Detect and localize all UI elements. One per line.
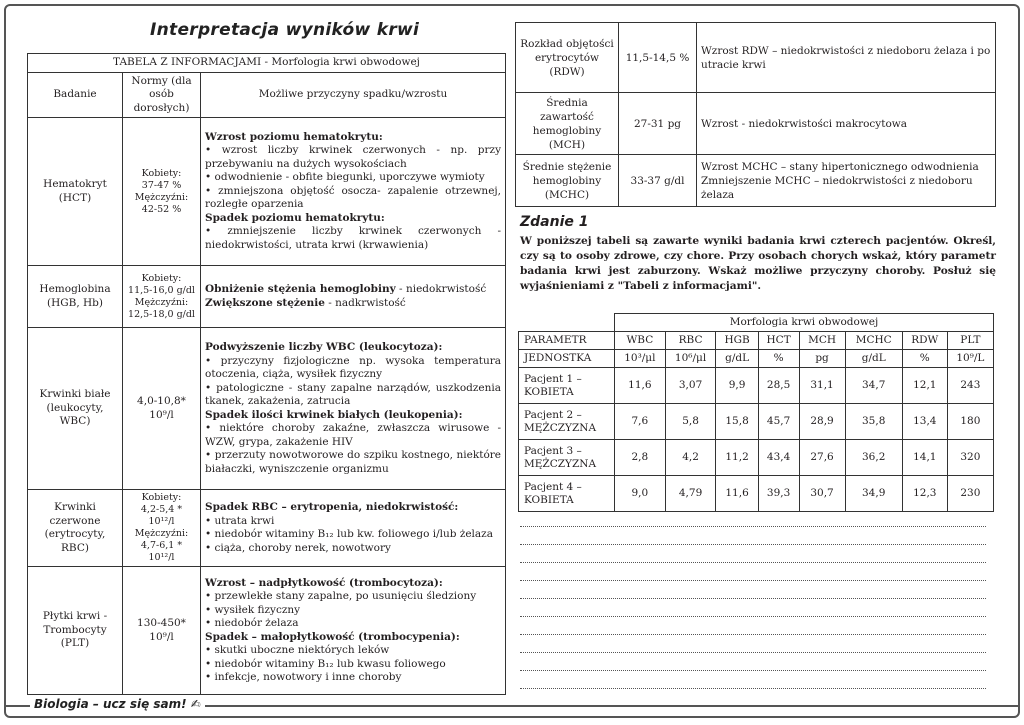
row-name: Rozkład objętości erytrocytów (RDW) <box>516 23 619 93</box>
row-causes: Wzrost MCHC – stany hipertonicznego odwodnienia Zmniejszenie MCHC – niedokrwistości z niedoboru żelaza <box>697 155 996 207</box>
answer-line[interactable] <box>520 652 986 653</box>
cause-item: • niektóre choroby zakaźne, zwłaszcza wirusowe - WZW, grypa, zakażenie HIV <box>205 422 501 449</box>
value-cell: 11,6 <box>716 476 758 512</box>
info-row <box>28 118 506 266</box>
task-instructions: W poniższej tabeli są zawarte wyniki badania krwi czterech pacjentów. Określ, czy są to osoby zdrowe, czy chore. Przy osobach chorych wskaż, który parametr badania krwi jest zaburzony. Wskaż możliwe przyczyny choroby. Posłuż się wyjaśnieniami z "Tabeli z informacjami". <box>520 235 996 292</box>
row-name: Płytki krwi - Trombocyty (PLT) <box>28 567 123 695</box>
cause-heading: Spadek poziomu hematokrytu: <box>205 211 385 224</box>
norm-line: Kobiety: <box>141 272 182 284</box>
norm-line: Kobiety: <box>141 167 182 179</box>
patient-label: Pacjent 4 – KOBIETA <box>519 476 615 512</box>
cause-line <box>205 297 501 311</box>
row-name: Hemoglobina (HGB, Hb) <box>28 266 123 328</box>
param-header: PLT <box>947 332 993 350</box>
cause-line <box>205 283 501 297</box>
value-cell: 320 <box>947 440 993 476</box>
answer-line[interactable] <box>520 544 986 545</box>
param-header: RBC <box>665 332 716 350</box>
norm-line: Mężczyźni: <box>134 191 189 203</box>
footer-rule-left <box>6 705 30 707</box>
value-cell: 30,7 <box>799 476 845 512</box>
row-name: Hematokryt (HCT) <box>28 118 123 266</box>
cause-item: • niedobór żelaza <box>205 617 501 631</box>
value-cell: 31,1 <box>799 368 845 404</box>
cause-item: • przewlekłe stany zapalne, po usunięciu śledziony <box>205 590 501 604</box>
norm-line: 4,7-6,1 * 10¹²/l <box>140 540 183 563</box>
value-cell: 9,9 <box>716 368 758 404</box>
unit-cell: 10⁶/μl <box>665 350 716 368</box>
page-title: Interpretacja wyników krwi <box>150 20 420 40</box>
param-header: HGB <box>716 332 758 350</box>
cause-text: - nadkrwistość <box>324 296 406 309</box>
patient-label: Pacjent 1 – KOBIETA <box>519 368 615 404</box>
cause-strong: Zwiększone stężenie <box>205 296 325 309</box>
cause-heading: Wzrost poziomu hematokrytu: <box>205 130 383 143</box>
info-row-cont <box>516 23 996 93</box>
cause-item: • ciąża, choroby nerek, nowotwory <box>205 542 501 556</box>
cause-item: • niedobór witaminy B₁₂ lub kwasu foliowego <box>205 658 501 672</box>
unit-cell: % <box>902 350 947 368</box>
row-norm <box>123 567 201 695</box>
info-row <box>28 328 506 490</box>
answer-line[interactable] <box>520 598 986 599</box>
param-header: RDW <box>902 332 947 350</box>
value-cell: 45,7 <box>758 404 799 440</box>
row-norm <box>123 328 201 490</box>
row-norm: 11,5-14,5 % <box>619 23 697 93</box>
patient-row <box>519 368 994 404</box>
cause-heading: Spadek RBC – erytropenia, niedokrwistość: <box>205 501 459 513</box>
value-cell: 15,8 <box>716 404 758 440</box>
value-cell: 34,9 <box>845 476 902 512</box>
norm-line: 42-52 % <box>141 203 182 215</box>
value-cell: 3,07 <box>665 368 716 404</box>
unit-label: JEDNOSTKA <box>519 350 615 368</box>
cause-text: - niedokrwistość <box>395 283 487 295</box>
unit-cell: 10⁹/L <box>947 350 993 368</box>
patient-row <box>519 476 994 512</box>
row-causes <box>201 328 506 490</box>
unit-cell: g/dL <box>716 350 758 368</box>
value-cell: 2,8 <box>615 440 666 476</box>
cause-heading: Wzrost – nadpłytkowość (trombocytoza): <box>205 576 443 589</box>
value-cell: 230 <box>947 476 993 512</box>
value-cell: 39,3 <box>758 476 799 512</box>
patients-table <box>518 313 994 512</box>
value-cell: 9,0 <box>615 476 666 512</box>
header-przyczyny: Możliwe przyczyny spadku/wzrostu <box>201 72 506 118</box>
cause-item: • infekcje, nowotwory i inne choroby <box>205 671 501 685</box>
cause-heading: Podwyższenie liczby WBC (leukocytoza): <box>205 341 443 353</box>
row-causes <box>201 118 506 266</box>
answer-line[interactable] <box>520 670 986 671</box>
row-causes <box>201 490 506 567</box>
row-norm <box>123 490 201 567</box>
cause-item: • wzrost liczby krwinek czerwonych - np. przy przebywaniu na dużych wysokościach <box>205 144 501 171</box>
footer-label: Biologia – ucz się sam! ✍ <box>30 697 205 711</box>
value-cell: 34,7 <box>845 368 902 404</box>
norm-line: Mężczyźni: <box>134 296 189 308</box>
cause-item: • przyczyny fizjologiczne np. wysoka temperatura otoczenia, ciąża, wysiłek fizyczny <box>205 355 501 382</box>
unit-cell: 10³/μl <box>615 350 666 368</box>
info-table-caption: TABELA Z INFORMACJAMI - Morfologia krwi obwodowej <box>28 54 506 73</box>
cause-strong: Obniżenie stężenia hemoglobiny <box>205 283 396 295</box>
value-cell: 43,4 <box>758 440 799 476</box>
cause-heading: Spadek – małopłytkowość (trombocypenia): <box>205 630 460 643</box>
row-name: Krwinki czerwone (erytrocyty, RBC) <box>28 490 123 567</box>
patient-label: Pacjent 3 – MĘŻCZYZNA <box>519 440 615 476</box>
row-causes <box>201 266 506 328</box>
patients-table-blank <box>519 314 615 332</box>
cause-heading: Spadek ilości krwinek białych (leukopenia): <box>205 408 463 421</box>
info-row-cont <box>516 93 996 155</box>
value-cell: 28,5 <box>758 368 799 404</box>
row-causes: Wzrost - niedokrwistości makrocytowa <box>697 93 996 155</box>
value-cell: 4,79 <box>665 476 716 512</box>
footer-rule-right <box>180 705 1018 707</box>
answer-line[interactable] <box>520 634 986 635</box>
value-cell: 11,2 <box>716 440 758 476</box>
cause-item: • utrata krwi <box>205 515 501 529</box>
row-norm: 33-37 g/dl <box>619 155 697 207</box>
header-badanie: Badanie <box>28 72 123 118</box>
answer-line[interactable] <box>520 688 986 689</box>
cause-item: • przerzuty nowotworowe do szpiku kostnego, niektóre białaczki, wyniszczenie organizmu <box>205 449 501 476</box>
info-row <box>28 266 506 328</box>
answer-line[interactable] <box>520 526 986 527</box>
param-label: PARAMETR <box>519 332 615 350</box>
cause-item: • wysiłek fizyczny <box>205 604 501 618</box>
value-cell: 14,1 <box>902 440 947 476</box>
unit-cell: g/dL <box>845 350 902 368</box>
cause-item: • zmniejszona objętość osocza- zapalenie otrzewnej, rozległe oparzenia <box>205 185 501 212</box>
row-norm <box>123 266 201 328</box>
row-norm: 27-31 pg <box>619 93 697 155</box>
row-name: Średnie stężenie hemoglobiny (MCHC) <box>516 155 619 207</box>
cause-item: • skutki uboczne niektórych leków <box>205 644 501 658</box>
value-cell: 27,6 <box>799 440 845 476</box>
info-row <box>28 567 506 695</box>
norm-line: 11,5-16,0 g/dl <box>128 284 195 296</box>
answer-line[interactable] <box>520 562 986 563</box>
norm-line: 4,2-5,4 * 10¹²/l <box>140 504 183 527</box>
row-norm <box>123 118 201 266</box>
value-cell: 36,2 <box>845 440 902 476</box>
row-name: Krwinki białe (leukocyty, WBC) <box>28 328 123 490</box>
value-cell: 13,4 <box>902 404 947 440</box>
norm-line: 12,5-18,0 g/dl <box>128 308 195 320</box>
value-cell: 28,9 <box>799 404 845 440</box>
value-cell: 4,2 <box>665 440 716 476</box>
norm-line: 4,0-10,8* 10⁹/l <box>137 395 186 421</box>
row-causes: Wzrost RDW – niedokrwistości z niedoboru żelaza i po utracie krwi <box>697 23 996 93</box>
row-causes <box>201 567 506 695</box>
param-header: MCH <box>799 332 845 350</box>
norm-line: Mężczyźni: <box>134 528 189 539</box>
value-cell: 12,1 <box>902 368 947 404</box>
info-table <box>27 53 506 695</box>
info-table-continued <box>515 22 996 207</box>
value-cell: 180 <box>947 404 993 440</box>
info-row <box>28 490 506 567</box>
info-row-cont <box>516 155 996 207</box>
value-cell: 35,8 <box>845 404 902 440</box>
header-normy: Normy (dla osób dorosłych) <box>123 72 201 118</box>
norm-line: 37-47 % <box>141 179 182 191</box>
value-cell: 12,3 <box>902 476 947 512</box>
param-header: WBC <box>615 332 666 350</box>
patient-row <box>519 440 994 476</box>
norm-line: 130-450* 10⁹/l <box>137 617 186 643</box>
info-table-body <box>28 118 506 695</box>
param-header: HCT <box>758 332 799 350</box>
value-cell: 243 <box>947 368 993 404</box>
value-cell: 5,8 <box>665 404 716 440</box>
param-header: MCHC <box>845 332 902 350</box>
norm-line: Kobiety: <box>141 492 182 503</box>
patients-table-caption: Morfologia krwi obwodowej <box>615 314 994 332</box>
cause-item: • patologiczne - stany zapalne narządów, uszkodzenia tkanek, zakażenia, zatrucia <box>205 382 501 409</box>
row-name: Średnia zawartość hemoglobiny (MCH) <box>516 93 619 155</box>
unit-cell: % <box>758 350 799 368</box>
patient-row <box>519 404 994 440</box>
task-title: Zdanie 1 <box>520 214 589 230</box>
cause-item: • zmniejszenie liczby krwinek czerwonych - niedokrwistości, utrata krwi (krwawienia) <box>205 225 501 252</box>
value-cell: 7,6 <box>615 404 666 440</box>
answer-line[interactable] <box>520 616 986 617</box>
patient-label: Pacjent 2 – MĘŻCZYZNA <box>519 404 615 440</box>
cause-item: • odwodnienie - obfite biegunki, uporczywe wymioty <box>205 171 501 185</box>
value-cell: 11,6 <box>615 368 666 404</box>
unit-cell: pg <box>799 350 845 368</box>
answer-line[interactable] <box>520 580 986 581</box>
cause-item: • niedobór witaminy B₁₂ lub kw. foliowego i/lub żelaza <box>205 528 501 542</box>
